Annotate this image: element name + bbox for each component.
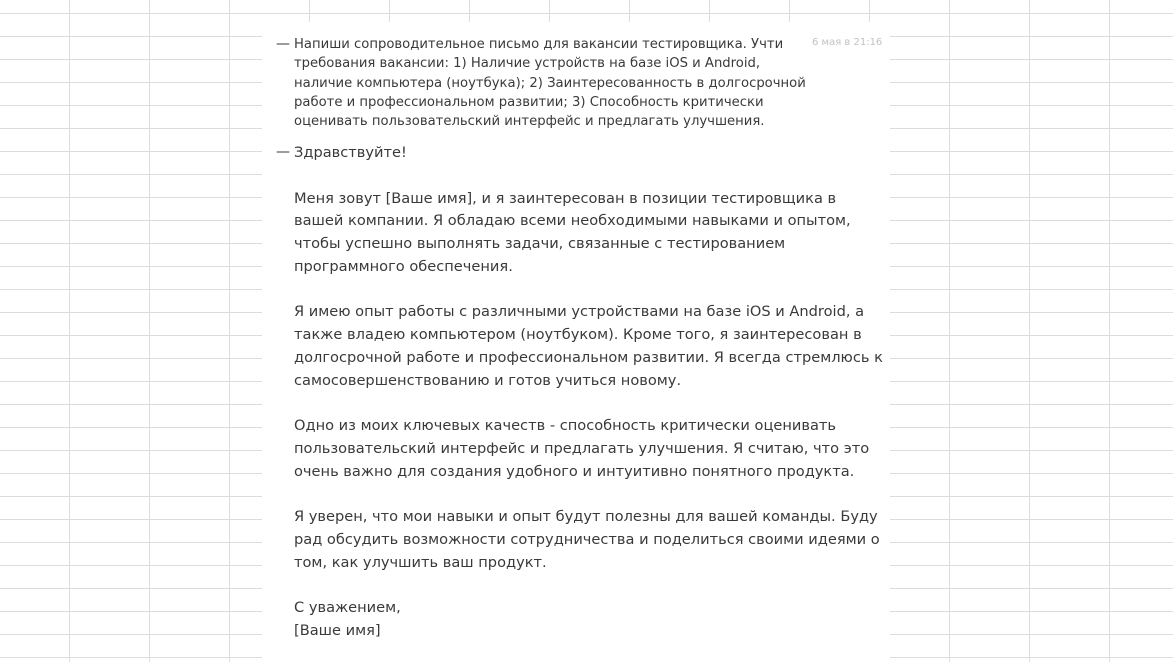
message-dash: —	[276, 144, 290, 160]
chat-panel	[262, 22, 890, 662]
user-message-text: Напиши сопроводительное письмо для вакансии тестировщика. Учти требования вакансии: 1) Наличие устройств на базе iOS и Android, наличие компьютера (ноутбука); 2) Заинтересованность в долгосрочной работе и профессиональном развитии; 3) Способность критически оценивать пользовательский интерфейс и предлагать улучшения.	[294, 37, 806, 130]
reply-message-text: Здравствуйте! Меня зовут [Ваше имя], и я заинтересован в позиции тестировщика в вашей компании. Я обладаю всеми необходимыми навыками и опытом, чтобы успешно выполнять задачи, связанные с тестированием программного обеспечения. Я имею опыт работы с различными устройствами на базе iOS и Android, а также владею компьютером (ноутбуком). Кроме того, я заинтересован в долгосрочной работе и профессиональном развитии. Я всегда стремлюсь к самосовершенствованию и готов учиться новому. Одно из моих ключевых качеств - способность критически оценивать пользовательский интерфейс и предлагать улучшения. Я считаю, что это очень важно для создания удобного и интуитивно понятного продукта. Я уверен, что мои навыки и опыт будут полезны для вашей команды. Буду рад обсудить возможности сотрудничества и поделиться своими идеями о том, как улучшить ваш продукт. С уважением, [Ваше имя]	[294, 144, 883, 639]
message-timestamp: 6 мая в 21:16	[812, 37, 883, 48]
message-dash: —	[276, 36, 290, 52]
